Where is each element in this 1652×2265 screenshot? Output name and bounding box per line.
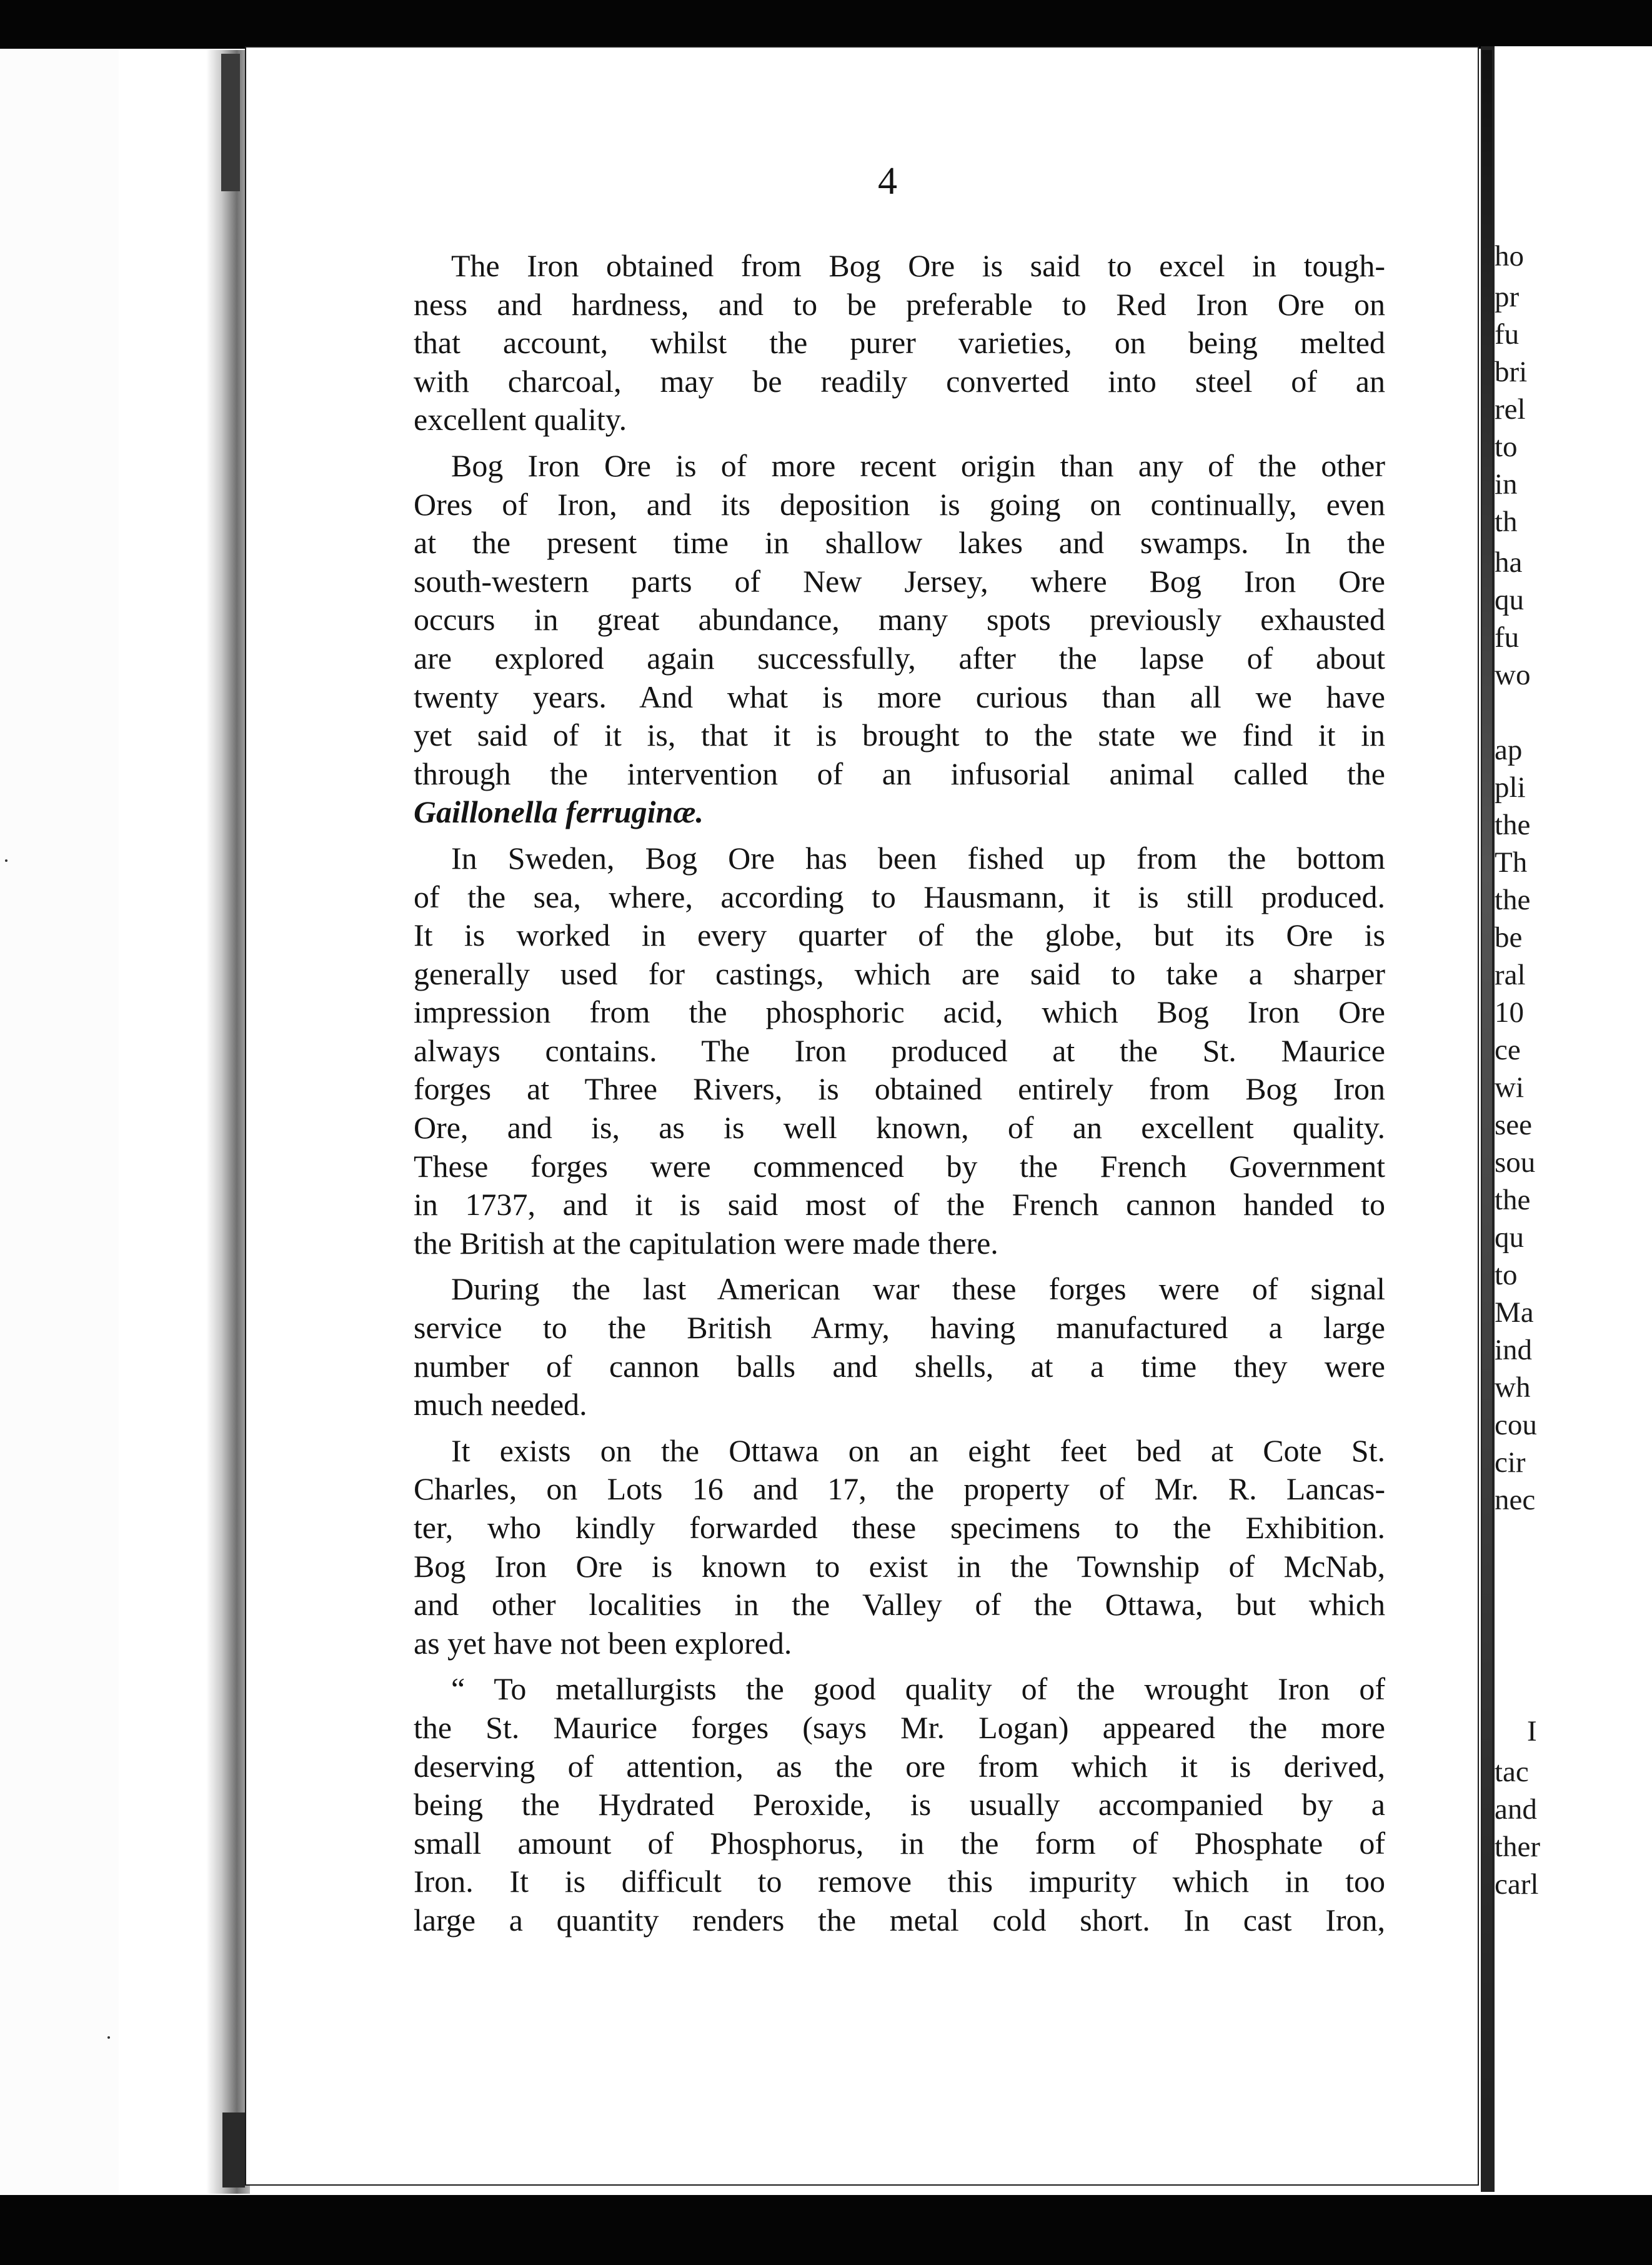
facing-page-text: the <box>1495 809 1531 841</box>
facing-page-fragment <box>1495 46 1652 2195</box>
text-line: being the Hydrated Peroxide, is usually accompanied by a <box>414 1787 1385 1822</box>
text-line: occurs in great abundance, many spots previously exhausted <box>414 602 1385 638</box>
facing-page-text: Ma <box>1495 1296 1534 1329</box>
text-line: small amount of Phosphorus, in the form of Phosphate of <box>414 1825 1385 1861</box>
paragraph-gap <box>414 1662 1385 1670</box>
spine-dark-mark-top <box>221 54 240 191</box>
facing-page-text: ral <box>1495 959 1526 991</box>
facing-page-text: be <box>1495 921 1523 954</box>
facing-page-text: and <box>1495 1793 1537 1826</box>
facing-page-text: fu <box>1495 621 1520 654</box>
text-line: The Iron obtained from Bog Ore is said to excel in tough- <box>451 248 1385 283</box>
text-line: that account, whilst the purer varieties, on being melted <box>414 325 1385 361</box>
facing-page-text: 10 <box>1495 996 1524 1029</box>
text-line: ness and hardness, and to be preferable to Red Iron Ore on <box>414 286 1385 322</box>
facing-page-text: Th <box>1495 846 1528 879</box>
facing-page-text: I <box>1527 1715 1537 1748</box>
text-line: It is worked in every quarter of the globe, but its Ore is <box>414 918 1385 953</box>
spine-dark-mark-bottom <box>222 2112 245 2188</box>
paragraph-gap <box>414 1424 1385 1432</box>
text-line: the St. Maurice forges (says Mr. Logan) appeared the more <box>414 1709 1385 1745</box>
page-number: 4 <box>878 160 898 202</box>
text-line: as yet have not been explored. <box>414 1625 792 1661</box>
facing-page-text: ce <box>1495 1034 1521 1066</box>
text-line: forges at Three Rivers, is obtained entirely from Bog Iron <box>414 1071 1385 1107</box>
scan-top-border <box>0 0 1652 49</box>
facing-page-text: ap <box>1495 734 1523 766</box>
facing-page-text: ha <box>1495 546 1523 579</box>
text-line: large a quantity renders the metal cold short. In cast Iron, <box>414 1902 1385 1938</box>
text-line: Bog Iron Ore is known to exist in the Township of McNab, <box>414 1548 1385 1584</box>
text-line: It exists on the Ottawa on an eight feet bed at Cote St. <box>451 1432 1385 1468</box>
text-line: generally used for castings, which are said to take a sharper <box>414 956 1385 991</box>
book-spine-shadow <box>206 50 250 2194</box>
text-line: number of cannon balls and shells, at a time they were <box>414 1348 1385 1384</box>
text-line: are explored again successfully, after the lapse of about <box>414 640 1385 676</box>
facing-page-text: ho <box>1495 240 1524 272</box>
text-line: and other localities in the Valley of the Ottawa, but which <box>414 1587 1385 1622</box>
facing-page-text: ind <box>1495 1334 1533 1366</box>
text-line: in 1737, and it is said most of the French cannon handed to <box>414 1187 1385 1222</box>
text-line: Charles, on Lots 16 and 17, the property of Mr. R. Lancas- <box>414 1471 1385 1507</box>
facing-page-text: the <box>1495 1184 1531 1216</box>
facing-page-text: nec <box>1495 1484 1536 1516</box>
facing-page-text: sou <box>1495 1146 1536 1179</box>
facing-page-text: tac <box>1495 1756 1529 1788</box>
facing-page-text: ther <box>1495 1831 1541 1863</box>
text-line: through the intervention of an infusorial animal called the <box>414 756 1385 791</box>
facing-page-text: wo <box>1495 659 1531 691</box>
text-line: excellent quality. <box>414 402 627 438</box>
facing-page-text: see <box>1495 1109 1533 1141</box>
paragraph-gap <box>414 439 1385 447</box>
text-line: south-western parts of New Jersey, where Bog Iron Ore <box>414 563 1385 599</box>
facing-page-text: bri <box>1495 356 1528 388</box>
scan-speck <box>107 2036 110 2039</box>
text-line: service to the British Army, having manufactured a large <box>414 1310 1385 1346</box>
text-line: ter, who kindly forwarded these specimens to the Exhibition. <box>414 1510 1385 1545</box>
text-line: Iron. It is difficult to remove this impurity which in too <box>414 1864 1385 1899</box>
facing-page-text: wi <box>1495 1071 1524 1104</box>
text-line: deserving of attention, as the ore from which it is derived, <box>414 1748 1385 1784</box>
text-line: Ore, and is, as is well known, of an excellent quality. <box>414 1110 1385 1146</box>
scan-speck <box>5 859 7 862</box>
facing-page-text: in <box>1495 468 1518 501</box>
facing-page-text: pli <box>1495 771 1526 804</box>
scan-bottom-border <box>0 2195 1652 2265</box>
text-line: impression from the phosphoric acid, which Bog Iron Ore <box>414 994 1385 1030</box>
facing-page-text: wh <box>1495 1371 1531 1404</box>
facing-page-text: fu <box>1495 318 1520 351</box>
facing-page-text: qu <box>1495 584 1524 616</box>
text-line: Gaillonella ferruginæ. <box>414 794 704 830</box>
text-line: During the last American war these forges were of signal <box>451 1271 1385 1307</box>
facing-page-text: the <box>1495 884 1531 916</box>
text-line: with charcoal, may be readily converted into steel of an <box>414 363 1385 399</box>
text-line: Bog Iron Ore is of more recent origin than any of the other <box>451 448 1385 483</box>
text-line: of the sea, where, according to Hausmann, it is still produced. <box>414 879 1385 914</box>
text-line: Ores of Iron, and its deposition is going on continually, even <box>414 486 1385 522</box>
facing-page-text: rel <box>1495 393 1526 426</box>
text-line: at the present time in shallow lakes and swamps. In the <box>414 525 1385 561</box>
facing-page-text: cou <box>1495 1409 1537 1441</box>
text-line: the British at the capitulation were made there. <box>414 1225 998 1261</box>
facing-page-text: carl <box>1495 1868 1539 1901</box>
facing-page-text: to <box>1495 431 1518 463</box>
text-line: much needed. <box>414 1387 587 1422</box>
text-line: twenty years. And what is more curious than all we have <box>414 679 1385 714</box>
facing-page-text: to <box>1495 1259 1518 1291</box>
facing-page-text: qu <box>1495 1221 1524 1254</box>
paragraph-gap <box>414 1262 1385 1270</box>
page-body-text <box>414 247 1385 1940</box>
text-line: always contains. The Iron produced at the St. Maurice <box>414 1032 1385 1068</box>
scan-left-margin <box>0 49 119 2195</box>
facing-page-text: cir <box>1495 1446 1526 1479</box>
text-line: These forges were commenced by the French Government <box>414 1148 1385 1184</box>
paragraph-gap <box>414 832 1385 839</box>
text-line: “ To metallurgists the good quality of the wrought Iron of <box>451 1671 1385 1707</box>
facing-page-text: th <box>1495 506 1518 538</box>
page-gutter-shadow <box>1482 50 1492 2112</box>
text-line: In Sweden, Bog Ore has been fished up from the bottom <box>451 840 1385 876</box>
facing-page-text: pr <box>1495 281 1520 313</box>
text-line: yet said of it is, that it is brought to the state we find it in <box>414 718 1385 753</box>
